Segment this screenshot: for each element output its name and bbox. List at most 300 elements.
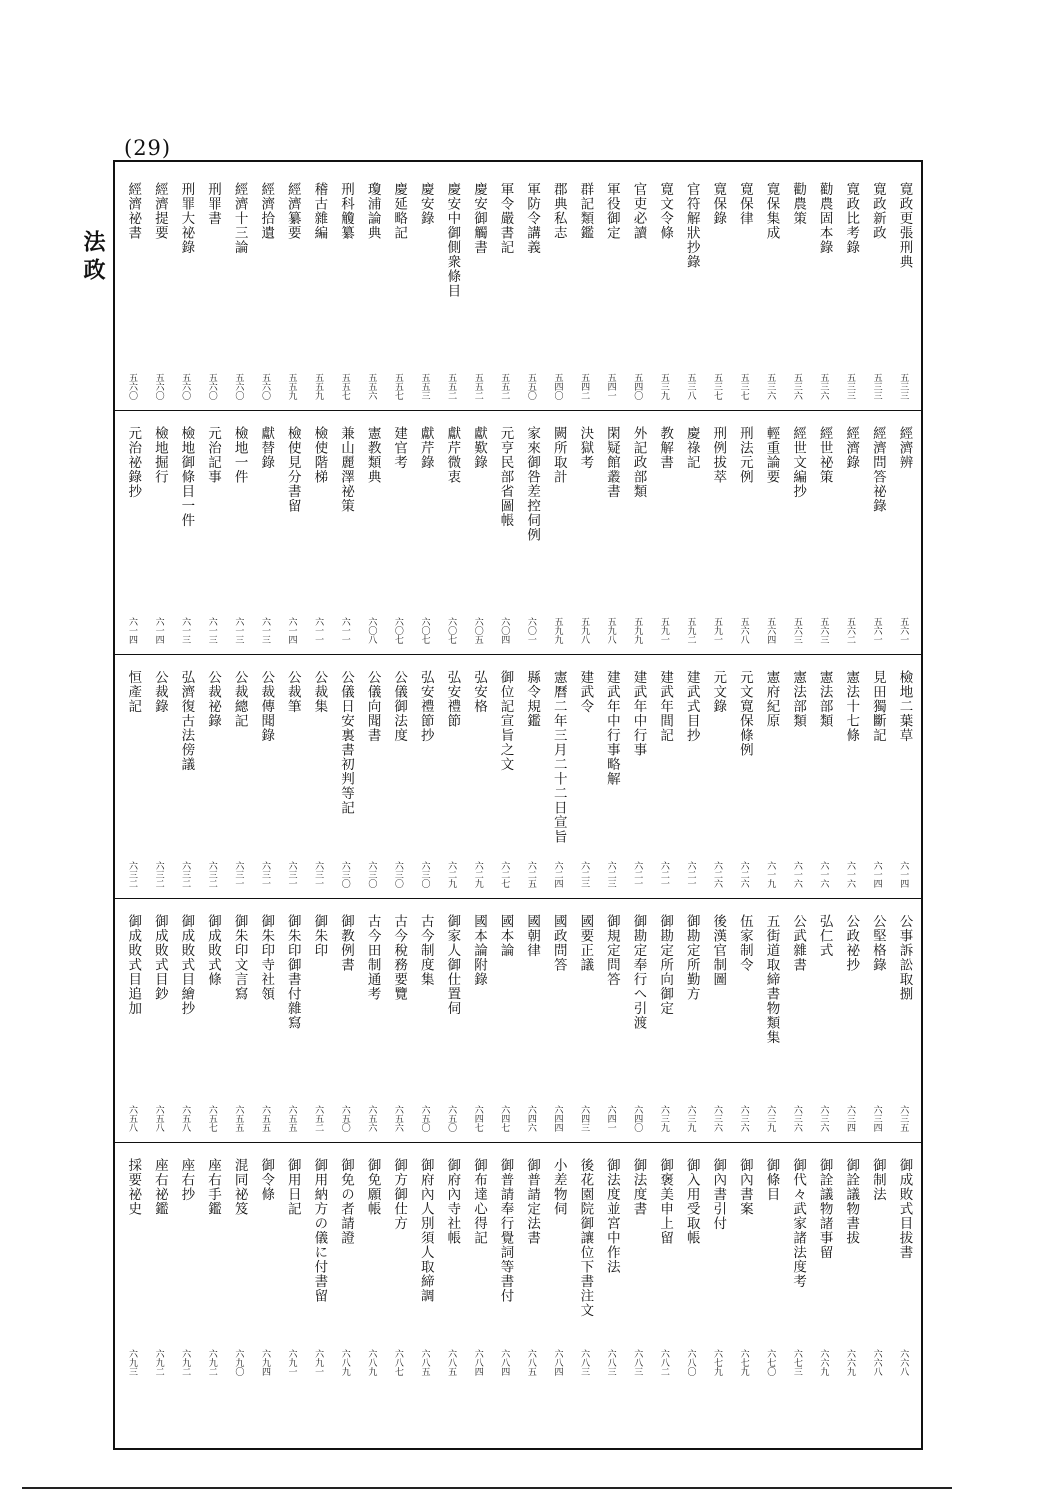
- entry-title: 弘安格: [470, 670, 487, 714]
- entry-page-number: 六五八: [126, 1105, 137, 1132]
- entry-title: 御令條: [258, 1158, 275, 1202]
- entry-page-number: 六三〇: [339, 861, 350, 888]
- entry-title: 國政問答: [550, 914, 567, 972]
- entry-page-number: 六〇八: [366, 617, 377, 644]
- index-entry: [465, 1146, 492, 1382]
- entry-page-number: 五五三: [419, 373, 430, 400]
- entry-page-number: 六〇五: [472, 617, 483, 644]
- entry-title: 見田獨斷記: [869, 670, 886, 743]
- entry-page-number: 六四七: [499, 1105, 510, 1132]
- entry-title: 勸農固本錄: [816, 182, 833, 255]
- entry-page-number: 五五七: [339, 373, 350, 400]
- entry-page-number: 六九二: [206, 1349, 217, 1376]
- entry-page-number: 五六八: [738, 617, 749, 644]
- index-entry: [279, 1146, 306, 1382]
- entry-page-number: 六七三: [791, 1349, 802, 1376]
- entry-title: 獻芹錄: [417, 426, 434, 470]
- entry-page-number: 五四〇: [552, 373, 563, 400]
- entry-page-number: 六一六: [845, 861, 856, 888]
- entry-title: 軍令嚴書記: [497, 182, 514, 255]
- index-entry: [598, 902, 625, 1138]
- index-entry: [305, 1146, 332, 1382]
- index-band: [115, 414, 921, 650]
- entry-page-number: 六三六: [712, 1105, 723, 1132]
- entry-page-number: 六三二: [126, 861, 137, 888]
- entry-page-number: 六一一: [313, 617, 324, 644]
- index-entry: [651, 170, 678, 406]
- entry-page-number: 五五二: [446, 373, 457, 400]
- bottom-rule: [22, 1487, 952, 1489]
- entry-page-number: 六五八: [180, 1105, 191, 1132]
- index-entry: [199, 170, 226, 406]
- entry-title: 教解書: [657, 426, 674, 470]
- entry-page-number: 六〇七: [392, 617, 403, 644]
- entry-page-number: 六三二: [153, 861, 164, 888]
- entry-title: 弘安禮節: [444, 670, 461, 728]
- entry-title: 經世祕策: [816, 426, 833, 484]
- index-entry: [784, 902, 811, 1138]
- band-divider: [115, 898, 921, 899]
- index-entry: [359, 902, 386, 1138]
- index-entry: [518, 658, 545, 894]
- index-entry: [252, 170, 279, 406]
- entry-page-number: 五九二: [685, 617, 696, 644]
- entry-page-number: 六三二: [206, 861, 217, 888]
- entry-title: 御成敗式條: [205, 914, 222, 987]
- entry-title: 御法度書: [630, 1158, 647, 1216]
- index-entry: [704, 902, 731, 1138]
- entry-page-number: 五六一: [898, 617, 909, 644]
- entry-page-number: 五四〇: [632, 373, 643, 400]
- index-band: [115, 170, 921, 406]
- entry-title: 公裁集: [311, 670, 328, 714]
- index-entry: [811, 170, 838, 406]
- index-entry: [305, 902, 332, 1138]
- entry-page-number: 六五〇: [446, 1105, 457, 1132]
- index-entry: [172, 658, 199, 894]
- entry-page-number: 六九二: [180, 1349, 191, 1376]
- entry-title: 經濟拾遺: [258, 182, 275, 240]
- entry-title: 公裁錄: [151, 670, 168, 714]
- index-entry: [624, 658, 651, 894]
- index-entry: [359, 414, 386, 650]
- entry-title: 御朱印御書付雜寫: [284, 914, 301, 1030]
- index-entry: [571, 902, 598, 1138]
- entry-page-number: 六二一: [685, 861, 696, 888]
- index-entry: [252, 658, 279, 894]
- index-entry: [518, 1146, 545, 1382]
- entry-page-number: 六三二: [180, 861, 191, 888]
- index-entry: [226, 902, 253, 1138]
- entry-page-number: 五三三: [845, 373, 856, 400]
- index-entry: [757, 414, 784, 650]
- entry-title: 御成敗式目拔書: [896, 1158, 913, 1260]
- index-entry: [651, 1146, 678, 1382]
- entry-title: 寛保集成: [763, 182, 780, 240]
- entry-title: 御普請奉行覺詞等書付: [497, 1158, 514, 1303]
- entry-page-number: 五六〇: [233, 373, 244, 400]
- index-entry: [385, 414, 412, 650]
- index-entry: [837, 1146, 864, 1382]
- entry-page-number: 五五九: [313, 373, 324, 400]
- entry-page-number: 六九二: [153, 1349, 164, 1376]
- entry-page-number: 六五六: [392, 1105, 403, 1132]
- entry-title: 座右手鑑: [205, 1158, 222, 1216]
- entry-page-number: 六〇七: [446, 617, 457, 644]
- entry-page-number: 六二一: [632, 861, 643, 888]
- index-entry: [571, 414, 598, 650]
- index-entry: [492, 170, 519, 406]
- entry-page-number: 六三一: [286, 861, 297, 888]
- entry-title: 檢使階梯: [311, 426, 328, 484]
- index-entry: [172, 414, 199, 650]
- entry-title: 寛保律: [736, 182, 753, 226]
- index-entry: [545, 414, 572, 650]
- index-entry: [731, 414, 758, 650]
- entry-page-number: 六三九: [765, 1105, 776, 1132]
- index-entry: [305, 414, 332, 650]
- entry-page-number: 六六九: [845, 1349, 856, 1376]
- index-entry: [837, 414, 864, 650]
- entry-title: 採要祕史: [125, 1158, 142, 1216]
- index-entry: [199, 1146, 226, 1382]
- entry-title: 公儀御法度: [391, 670, 408, 743]
- index-entry: [864, 1146, 891, 1382]
- index-entry: [305, 658, 332, 894]
- entry-page-number: 五五七: [392, 373, 403, 400]
- entry-page-number: 六一三: [206, 617, 217, 644]
- index-entry: [678, 658, 705, 894]
- entry-title: 瓊浦論典: [364, 182, 381, 240]
- entry-title: 決獄考: [577, 426, 594, 470]
- entry-title: 建武式目抄: [683, 670, 700, 743]
- index-entry: [226, 658, 253, 894]
- index-entry: [598, 414, 625, 650]
- entry-page-number: 六三四: [845, 1105, 856, 1132]
- index-entry: [757, 170, 784, 406]
- entry-title: 御制法: [869, 1158, 886, 1202]
- entry-title: 兼山麗澤祕策: [337, 426, 354, 513]
- index-entry: [199, 658, 226, 894]
- entry-page-number: 六一九: [765, 861, 776, 888]
- entry-page-number: 六三九: [658, 1105, 669, 1132]
- index-entry: [199, 902, 226, 1138]
- entry-page-number: 六五七: [206, 1105, 217, 1132]
- index-entry: [598, 658, 625, 894]
- entry-page-number: 六八二: [658, 1349, 669, 1376]
- entry-page-number: 六一三: [259, 617, 270, 644]
- entry-page-number: 六八四: [552, 1349, 563, 1376]
- entry-page-number: 六四三: [579, 1105, 590, 1132]
- entry-title: 群記類鑑: [577, 182, 594, 240]
- entry-title: 御代々武家諸法度考: [790, 1158, 807, 1289]
- index-entry: [837, 902, 864, 1138]
- entry-page-number: 五五〇: [525, 373, 536, 400]
- entry-title: 公政祕抄: [843, 914, 860, 972]
- entry-title: 獻芹微衷: [444, 426, 461, 484]
- entry-title: 公儀向聞書: [364, 670, 381, 743]
- index-entry: [837, 170, 864, 406]
- entry-page-number: 六八五: [419, 1349, 430, 1376]
- entry-page-number: 五三七: [738, 373, 749, 400]
- entry-title: 慶安錄: [417, 182, 434, 226]
- entry-page-number: 六六九: [818, 1349, 829, 1376]
- entry-page-number: 五五二: [499, 373, 510, 400]
- index-entry: [890, 414, 917, 650]
- entry-title: 座右抄: [178, 1158, 195, 1202]
- index-entry: [704, 1146, 731, 1382]
- entry-page-number: 六六八: [871, 1349, 882, 1376]
- index-entry: [651, 414, 678, 650]
- entry-title: 御府內人別須人取締調: [417, 1158, 434, 1303]
- entry-title: 經濟十三論: [231, 182, 248, 255]
- entry-page-number: 六二九: [446, 861, 457, 888]
- index-entry: [385, 1146, 412, 1382]
- entry-page-number: 六九四: [259, 1349, 270, 1376]
- index-entry: [385, 170, 412, 406]
- index-entry: [332, 414, 359, 650]
- index-entry: [412, 170, 439, 406]
- entry-page-number: 六二六: [712, 861, 723, 888]
- entry-page-number: 六六八: [898, 1349, 909, 1376]
- entry-title: 元文錄: [710, 670, 727, 714]
- entry-page-number: 五六三: [791, 617, 802, 644]
- entry-title: 公堅格錄: [869, 914, 886, 972]
- entry-page-number: 五三六: [765, 373, 776, 400]
- index-entry: [279, 902, 306, 1138]
- index-entry: [226, 1146, 253, 1382]
- entry-title: 經濟問答祕錄: [869, 426, 886, 513]
- page-number: (29): [124, 136, 172, 160]
- index-entry: [731, 658, 758, 894]
- entry-title: 縣令規鑑: [524, 670, 541, 728]
- index-entry: [704, 414, 731, 650]
- entry-page-number: 六一四: [153, 617, 164, 644]
- entry-title: 元治祕錄抄: [125, 426, 142, 499]
- index-entry: [784, 414, 811, 650]
- entry-page-number: 六五五: [286, 1105, 297, 1132]
- entry-page-number: 五四一: [605, 373, 616, 400]
- entry-page-number: 五九一: [658, 617, 669, 644]
- entry-page-number: 六五〇: [339, 1105, 350, 1132]
- index-entry: [598, 170, 625, 406]
- entry-page-number: 六八四: [499, 1349, 510, 1376]
- entry-page-number: 六九〇: [233, 1349, 244, 1376]
- index-entry: [811, 1146, 838, 1382]
- entry-page-number: 六九一: [313, 1349, 324, 1376]
- entry-title: 御成敗式目追加: [125, 914, 142, 1016]
- index-entry: [385, 902, 412, 1138]
- index-entry: [598, 1146, 625, 1382]
- entry-title: 御位記宣旨之文: [497, 670, 514, 772]
- index-entry: [757, 1146, 784, 1382]
- entry-page-number: 六三四: [871, 1105, 882, 1132]
- entry-title: 元文寛保條例: [736, 670, 753, 757]
- entry-title: 御家人御仕置伺: [444, 914, 461, 1016]
- entry-title: 座右祕鑑: [151, 1158, 168, 1216]
- entry-page-number: 六三六: [818, 1105, 829, 1132]
- entry-page-number: 六五二: [313, 1105, 324, 1132]
- entry-title: 經濟提要: [151, 182, 168, 240]
- entry-page-number: 五六二: [845, 617, 856, 644]
- entry-title: 公武雜書: [790, 914, 807, 972]
- entry-page-number: 六一四: [286, 617, 297, 644]
- entry-title: 御成敗式目鈔: [151, 914, 168, 1001]
- index-entry: [412, 902, 439, 1138]
- index-entry: [678, 902, 705, 1138]
- entry-title: 官符解狀抄錄: [683, 182, 700, 269]
- band-divider: [115, 1142, 921, 1143]
- entry-title: 建武令: [577, 670, 594, 714]
- index-entry: [252, 414, 279, 650]
- index-entry: [678, 414, 705, 650]
- entry-page-number: 六一六: [791, 861, 802, 888]
- index-entry: [279, 414, 306, 650]
- index-entry: [704, 658, 731, 894]
- index-entry: [279, 658, 306, 894]
- index-entry: [864, 902, 891, 1138]
- entry-page-number: 五四二: [579, 373, 590, 400]
- entry-title: 御勘定所向御定: [657, 914, 674, 1016]
- index-entry: [624, 902, 651, 1138]
- index-entry: [757, 902, 784, 1138]
- entry-title: 憲府紀原: [763, 670, 780, 728]
- index-entry: [731, 902, 758, 1138]
- entry-title: 公裁總記: [231, 670, 248, 728]
- index-entry: [890, 1146, 917, 1382]
- entry-page-number: 六七〇: [765, 1349, 776, 1376]
- entry-page-number: 六二一: [658, 861, 669, 888]
- index-entry: [438, 658, 465, 894]
- entry-title: 古今制度集: [417, 914, 434, 987]
- entry-page-number: 五三九: [658, 373, 669, 400]
- entry-title: 公裁傳聞錄: [258, 670, 275, 743]
- entry-title: 弘安禮節抄: [417, 670, 434, 743]
- entry-page-number: 五三三: [871, 373, 882, 400]
- index-entry: [678, 1146, 705, 1382]
- entry-page-number: 五六四: [765, 617, 776, 644]
- index-entry: [332, 902, 359, 1138]
- index-entry: [305, 170, 332, 406]
- entry-title: 國本論附錄: [470, 914, 487, 987]
- index-entry: [438, 902, 465, 1138]
- entry-page-number: 五三六: [791, 373, 802, 400]
- entry-title: 御普請定法書: [524, 1158, 541, 1245]
- section-label: 法政: [80, 230, 106, 286]
- entry-title: 官吏必讀: [630, 182, 647, 240]
- entry-page-number: 五五二: [472, 373, 483, 400]
- entry-title: 慶延略記: [391, 182, 408, 240]
- entry-title: 御入用受取帳: [683, 1158, 700, 1245]
- entry-page-number: 六三〇: [419, 861, 430, 888]
- index-entry: [624, 1146, 651, 1382]
- index-entry: [146, 658, 173, 894]
- index-entry: [332, 170, 359, 406]
- entry-page-number: 六三一: [233, 861, 244, 888]
- entry-title: 御詮議物諸事留: [816, 1158, 833, 1260]
- index-entry: [890, 902, 917, 1138]
- index-entry: [438, 170, 465, 406]
- index-entry: [412, 1146, 439, 1382]
- entry-title: 闕所取計: [550, 426, 567, 484]
- entry-title: 檢地一件: [231, 426, 248, 484]
- entry-page-number: 六一一: [339, 617, 350, 644]
- index-entry: [704, 170, 731, 406]
- entry-page-number: 五五九: [286, 373, 297, 400]
- entry-page-number: 六八〇: [685, 1349, 696, 1376]
- entry-title: 御方御仕方: [391, 1158, 408, 1231]
- entry-title: 勸農策: [790, 182, 807, 226]
- entry-title: 閑疑館叢書: [603, 426, 620, 499]
- entry-title: 後花園院御讓位下書注文: [577, 1158, 594, 1318]
- entry-title: 刑法元例: [736, 426, 753, 484]
- entry-title: 建武年中行事略解: [603, 670, 620, 786]
- index-entry: [624, 170, 651, 406]
- entry-page-number: 五六一: [871, 617, 882, 644]
- index-entry: [226, 170, 253, 406]
- entry-page-number: 六四七: [472, 1105, 483, 1132]
- entry-page-number: 六四〇: [632, 1105, 643, 1132]
- entry-title: 弘仁式: [816, 914, 833, 958]
- entry-title: 公裁祕錄: [205, 670, 222, 728]
- entry-title: 小差物伺: [550, 1158, 567, 1216]
- entry-title: 公事訴訟取捌: [896, 914, 913, 1001]
- entry-page-number: 六九三: [126, 1349, 137, 1376]
- entry-title: 混同祕笈: [231, 1158, 248, 1216]
- entry-title: 御朱印: [311, 914, 328, 958]
- index-band: [115, 1146, 921, 1382]
- entry-title: 寛政比考錄: [843, 182, 860, 255]
- entry-page-number: 六七九: [712, 1349, 723, 1376]
- index-band: [115, 902, 921, 1138]
- entry-title: 郡典私志: [550, 182, 567, 240]
- entry-title: 恒產記: [125, 670, 142, 714]
- entry-page-number: 六五五: [259, 1105, 270, 1132]
- entry-page-number: 六三六: [738, 1105, 749, 1132]
- entry-title: 五街道取締書物類集: [763, 914, 780, 1045]
- entry-page-number: 六三九: [685, 1105, 696, 1132]
- index-entry: [172, 170, 199, 406]
- entry-title: 御勘定所勤方: [683, 914, 700, 1001]
- entry-page-number: 六四六: [525, 1105, 536, 1132]
- index-entry: [837, 658, 864, 894]
- entry-title: 憲教類典: [364, 426, 381, 484]
- entry-page-number: 六二三: [579, 861, 590, 888]
- entry-page-number: 五三六: [818, 373, 829, 400]
- entry-title: 刑罪書: [205, 182, 222, 226]
- index-entry: [359, 170, 386, 406]
- entry-page-number: 六八三: [605, 1349, 616, 1376]
- entry-title: 御免の者請證: [337, 1158, 354, 1245]
- entry-page-number: 六八四: [472, 1349, 483, 1376]
- entry-page-number: 六七九: [738, 1349, 749, 1376]
- entry-title: 國本論: [497, 914, 514, 958]
- index-entry: [146, 1146, 173, 1382]
- entry-title: 御朱印寺社領: [258, 914, 275, 1001]
- entry-page-number: 六三六: [791, 1105, 802, 1132]
- index-entry: [492, 658, 519, 894]
- entry-page-number: 六五五: [233, 1105, 244, 1132]
- index-entry: [545, 658, 572, 894]
- index-entry: [385, 658, 412, 894]
- entry-title: 御勘定奉行へ引渡: [630, 914, 647, 1030]
- index-entry: [146, 414, 173, 650]
- entry-page-number: 六四四: [552, 1105, 563, 1132]
- index-entry: [226, 414, 253, 650]
- entry-title: 憲法部類: [816, 670, 833, 728]
- entry-page-number: 六〇四: [499, 617, 510, 644]
- entry-title: 御用日記: [284, 1158, 301, 1216]
